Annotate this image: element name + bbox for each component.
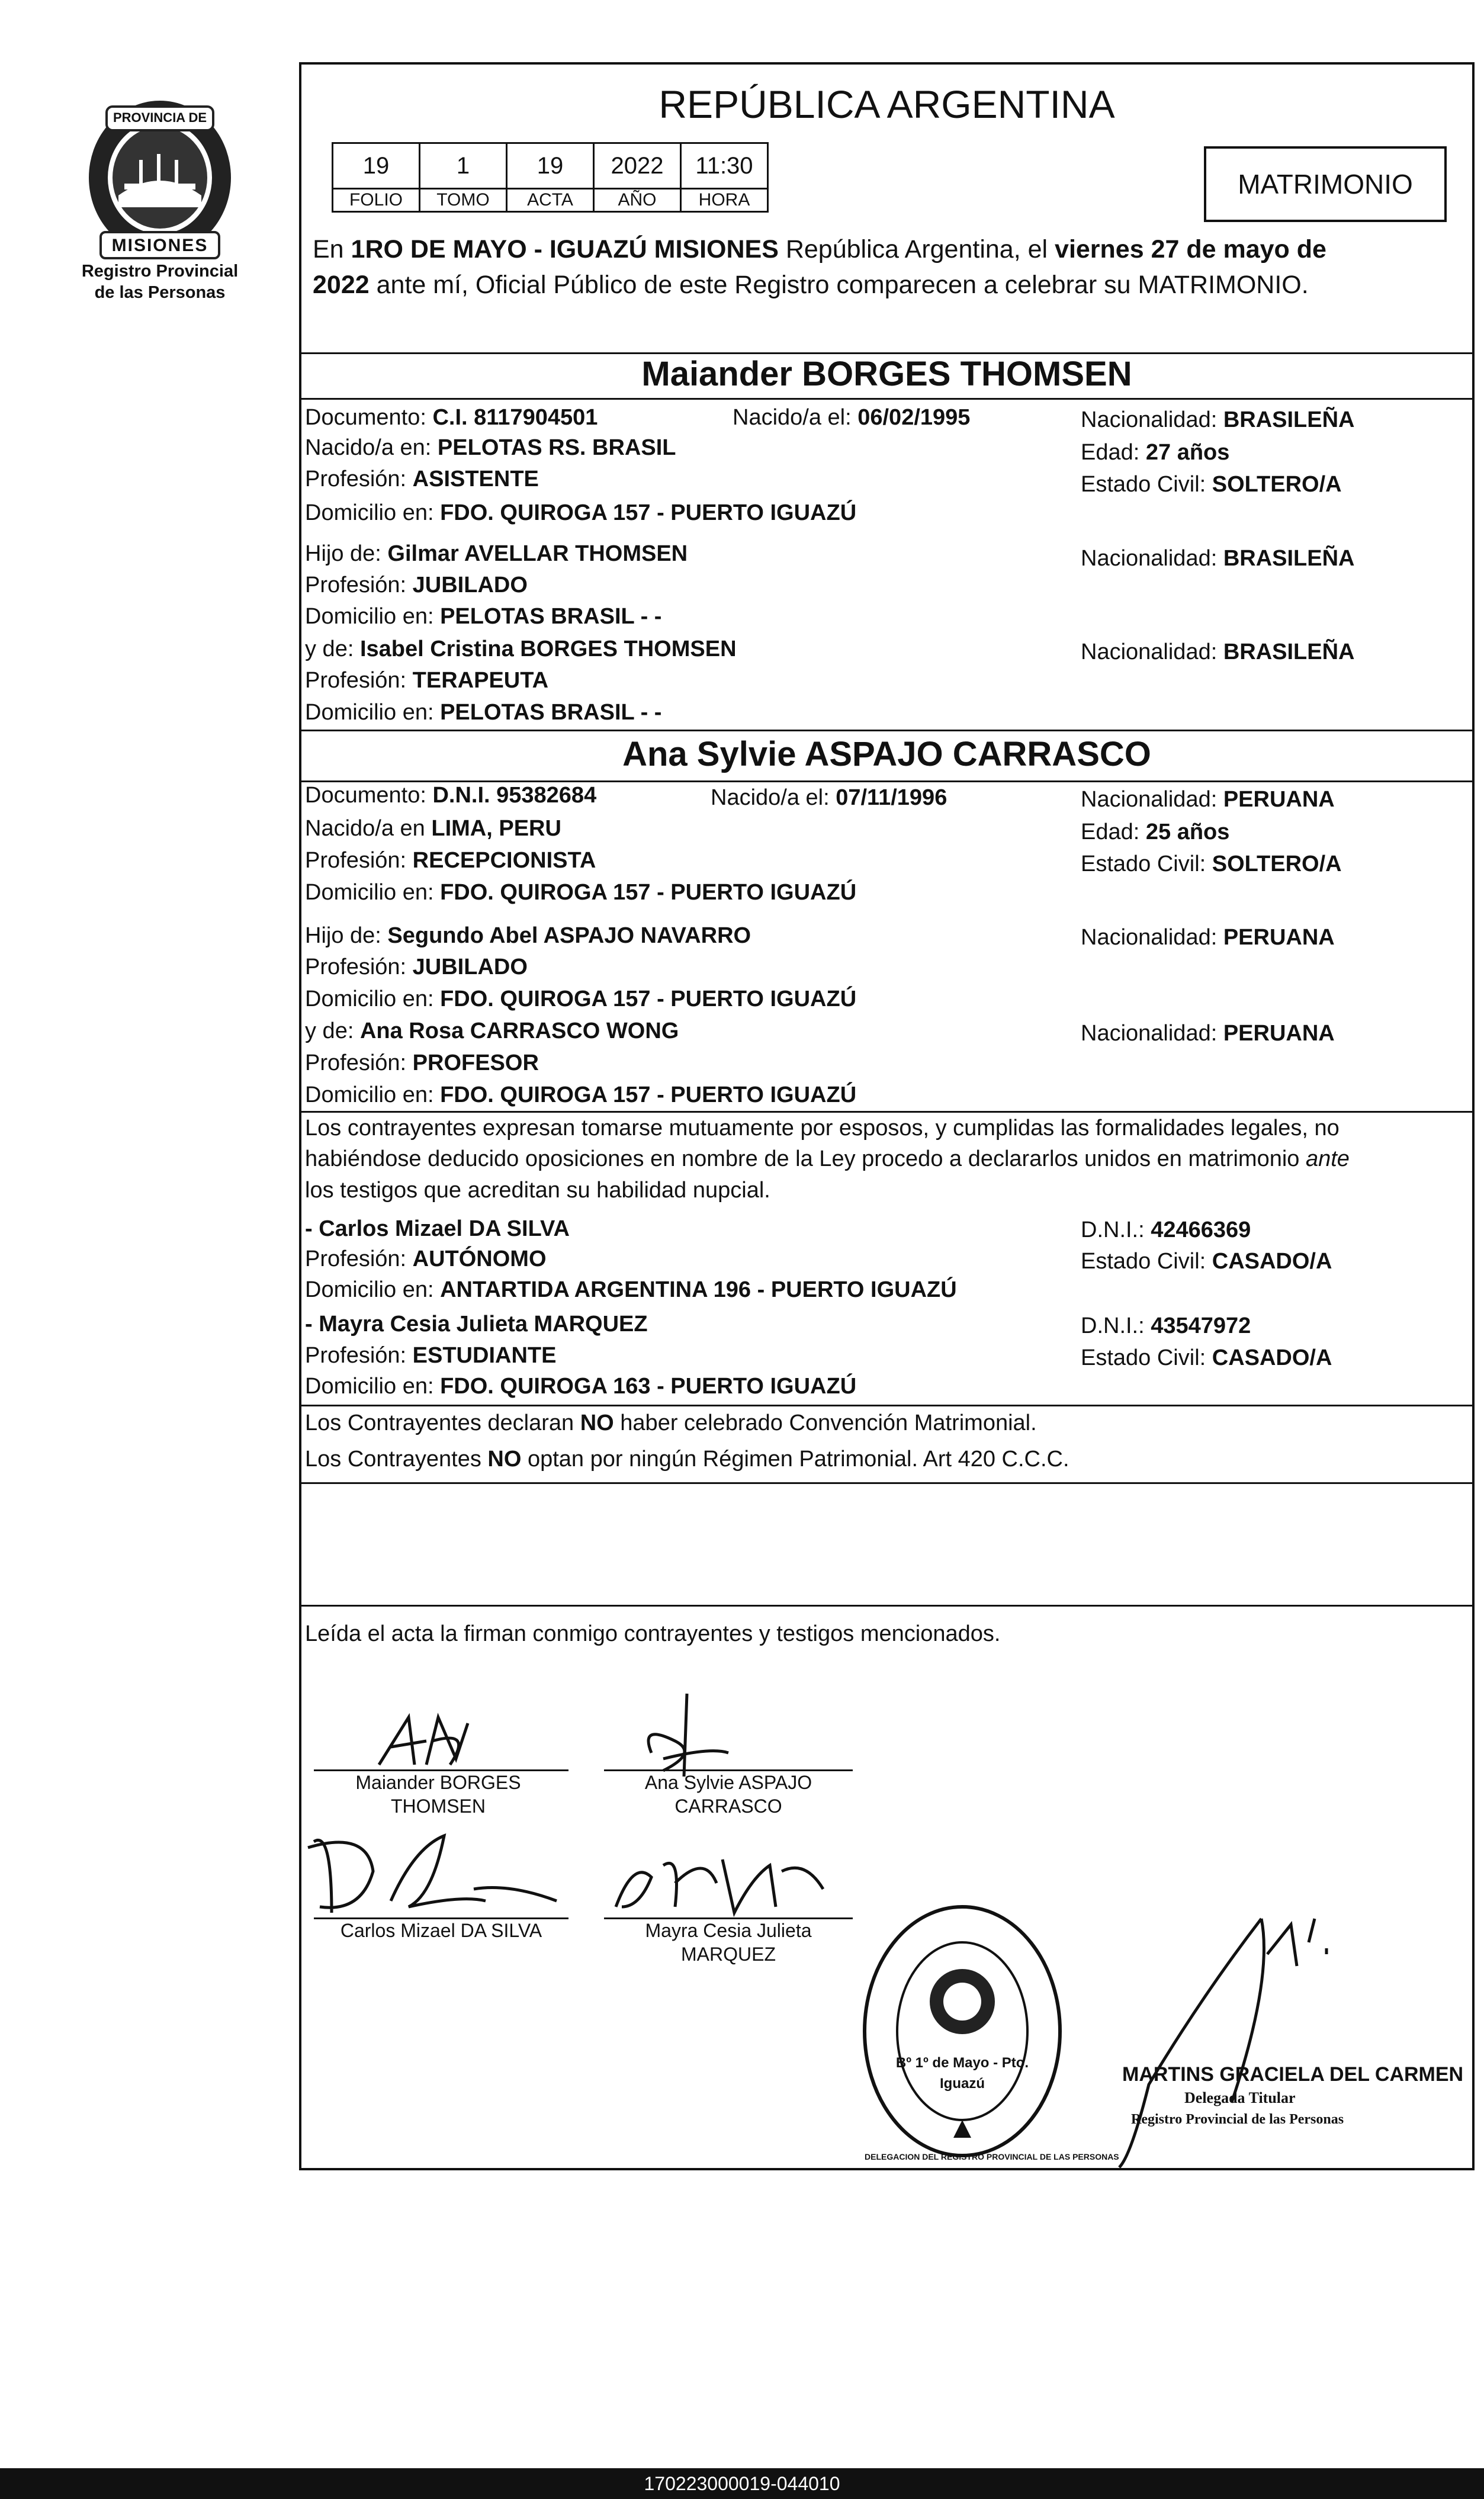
hora-label: HORA — [681, 189, 768, 212]
spouse2-mother: y de: Ana Rosa CARRASCO WONG — [305, 1019, 679, 1043]
signature-3-icon — [296, 1824, 580, 1925]
spouse1-age: Edad: 27 años — [1081, 440, 1230, 465]
declaration-line-3: los testigos que acreditan su habilidad nupcial. — [305, 1178, 770, 1203]
certificate-type-box: MATRIMONIO — [1204, 146, 1447, 222]
spouse1-nationality: Nacionalidad: BRASILEÑA — [1081, 407, 1355, 432]
spouse1-birthplace: Nacido/a en: PELOTAS RS. BRASIL — [305, 435, 676, 460]
spouse1-birthdate: Nacido/a el: 06/02/1995 — [733, 405, 971, 430]
logo-arc-bottom: MISIONES — [111, 236, 208, 255]
witness2-dni: D.N.I.: 43547972 — [1081, 1313, 1251, 1338]
stamp-inner-2: Iguazú — [940, 2076, 985, 2092]
convention-line-1: Los Contrayentes declaran NO haber celebrado Convención Matrimonial. — [305, 1411, 1037, 1435]
official-stamp — [859, 1901, 1119, 2161]
spouse2-father: Hijo de: Segundo Abel ASPAJO NAVARRO — [305, 923, 751, 948]
signature-4-icon — [598, 1842, 847, 1919]
registry-stamp-icon — [859, 1901, 1119, 2161]
spouse1-address: Domicilio en: FDO. QUIROGA 157 - PUERTO IGUAZÚ — [305, 500, 857, 525]
witness1-civil-status: Estado Civil: CASADO/A — [1081, 1249, 1332, 1274]
spouse1-father-profession: Profesión: JUBILADO — [305, 573, 528, 598]
logo-caption-2: de las Personas — [94, 283, 226, 302]
spouse2-address: Domicilio en: FDO. QUIROGA 157 - PUERTO IGUAZÚ — [305, 880, 857, 905]
witness2-profession: Profesión: ESTUDIANTE — [305, 1343, 557, 1368]
spouse1-father-address: Domicilio en: PELOTAS BRASIL - - — [305, 604, 662, 629]
spouse2-mother-profession: Profesión: PROFESOR — [305, 1051, 539, 1075]
document-barcode-number: 170223000019-044010 — [0, 2468, 1484, 2499]
spouse1-father: Hijo de: Gilmar AVELLAR THOMSEN — [305, 541, 688, 566]
folio-label: FOLIO — [333, 189, 420, 212]
spouse1-mother-address: Domicilio en: PELOTAS BRASIL - - — [305, 700, 662, 725]
spouse1-mother: y de: Isabel Cristina BORGES THOMSEN — [305, 637, 737, 661]
official-name: MARTINS GRACIELA DEL CARMEN — [1122, 2063, 1464, 2086]
spouse1-civil-status: Estado Civil: SOLTERO/A — [1081, 472, 1342, 497]
signature-4-caption: Mayra Cesia Julieta MARQUEZ — [645, 1920, 812, 1965]
spouse2-civil-status: Estado Civil: SOLTERO/A — [1081, 852, 1342, 876]
page-title: REPÚBLICA ARGENTINA — [659, 82, 1115, 126]
folio-value: 19 — [333, 143, 420, 189]
signature-3-caption: Carlos Mizael DA SILVA — [340, 1920, 542, 1941]
spouse2-mother-address: Domicilio en: FDO. QUIROGA 157 - PUERTO IGUAZÚ — [305, 1083, 857, 1107]
witness1-profession: Profesión: AUTÓNOMO — [305, 1247, 547, 1271]
witness1-address: Domicilio en: ANTARTIDA ARGENTINA 196 - PUERTO IGUAZÚ — [305, 1277, 957, 1302]
hora-value: 11:30 — [681, 143, 768, 189]
spouse2-name: Ana Sylvie ASPAJO CARRASCO — [622, 735, 1151, 773]
acta-value: 19 — [507, 143, 594, 189]
signature-2-caption: Ana Sylvie ASPAJO CARRASCO — [644, 1772, 812, 1817]
spouse2-father-profession: Profesión: JUBILADO — [305, 955, 528, 979]
declaration-line-2: habiéndose deducido oposiciones en nombre de la Ley procedo a declararlos unidos en matrimonio ante — [305, 1146, 1350, 1171]
official-office: Registro Provincial de las Personas — [1131, 2112, 1344, 2127]
signature-1-icon — [367, 1705, 486, 1777]
reading-statement: Leída el acta la firman conmigo contrayentes y testigos mencionados. — [305, 1621, 1001, 1646]
stamp-ring-text: DELEGACION DEL REGISTRO PROVINCIAL DE LAS PERSONAS — [865, 2152, 1119, 2161]
intro-line-2: 2022 ante mí, Oficial Público de este Registro comparecen a celebrar su MATRIMONIO. — [313, 271, 1309, 299]
stamp-inner-1: Bº 1º de Mayo - Pto. — [895, 2055, 1029, 2071]
spouse1-father-nationality: Nacionalidad: BRASILEÑA — [1081, 546, 1355, 571]
witness2-address: Domicilio en: FDO. QUIROGA 163 - PUERTO IGUAZÚ — [305, 1374, 857, 1399]
spouse1-mother-nationality: Nacionalidad: BRASILEÑA — [1081, 640, 1355, 664]
signature-1-caption: Maiander BORGES THOMSEN — [355, 1772, 521, 1817]
witness2-civil-status: Estado Civil: CASADO/A — [1081, 1345, 1332, 1370]
tomo-value: 1 — [420, 143, 507, 189]
witness2-name: - Mayra Cesia Julieta MARQUEZ — [305, 1312, 648, 1337]
logo-arc-top: PROVINCIA DE — [113, 110, 207, 125]
province-logo — [83, 95, 237, 266]
spouse2-birthdate: Nacido/a el: 07/11/1996 — [711, 785, 947, 810]
acta-label: ACTA — [507, 189, 594, 212]
spouse2-mother-nationality: Nacionalidad: PERUANA — [1081, 1021, 1335, 1046]
spouse2-father-address: Domicilio en: FDO. QUIROGA 157 - PUERTO IGUAZÚ — [305, 987, 857, 1011]
ano-value: 2022 — [594, 143, 681, 189]
spouse2-birthplace: Nacido/a en LIMA, PERU — [305, 816, 561, 841]
tomo-label: TOMO — [420, 189, 507, 212]
spouse2-profession: Profesión: RECEPCIONISTA — [305, 848, 596, 873]
convention-line-2: Los Contrayentes NO optan por ningún Régimen Patrimonial. Art 420 C.C.C. — [305, 1447, 1069, 1472]
spouse1-name: Maiander BORGES THOMSEN — [641, 355, 1132, 393]
official-role: Delegada Titular — [1184, 2089, 1296, 2106]
spouse2-document: Documento: D.N.I. 95382684 — [305, 783, 597, 808]
official-signature-icon — [1113, 1907, 1362, 2179]
signature-2-icon — [628, 1688, 734, 1782]
logo-caption-1: Registro Provincial — [81, 262, 239, 281]
witness1-name: - Carlos Mizael DA SILVA — [305, 1216, 570, 1241]
spouse1-mother-profession: Profesión: TERAPEUTA — [305, 668, 549, 693]
declaration-line-1: Los contrayentes expresan tomarse mutuamente por esposos, y cumplidas las formalidades legales, no — [305, 1116, 1340, 1141]
ano-label: AÑO — [594, 189, 681, 212]
spouse2-age: Edad: 25 años — [1081, 820, 1230, 844]
witness1-dni: D.N.I.: 42466369 — [1081, 1218, 1251, 1242]
spouse2-nationality: Nacionalidad: PERUANA — [1081, 787, 1335, 812]
intro-line-1: En 1RO DE MAYO - IGUAZÚ MISIONES República Argentina, el viernes 27 de mayo de — [313, 235, 1326, 264]
spouse2-father-nationality: Nacionalidad: PERUANA — [1081, 925, 1335, 950]
spouse1-document: Documento: C.I. 8117904501 — [305, 405, 598, 430]
registry-table — [332, 142, 769, 213]
spouse1-profession: Profesión: ASISTENTE — [305, 467, 539, 492]
